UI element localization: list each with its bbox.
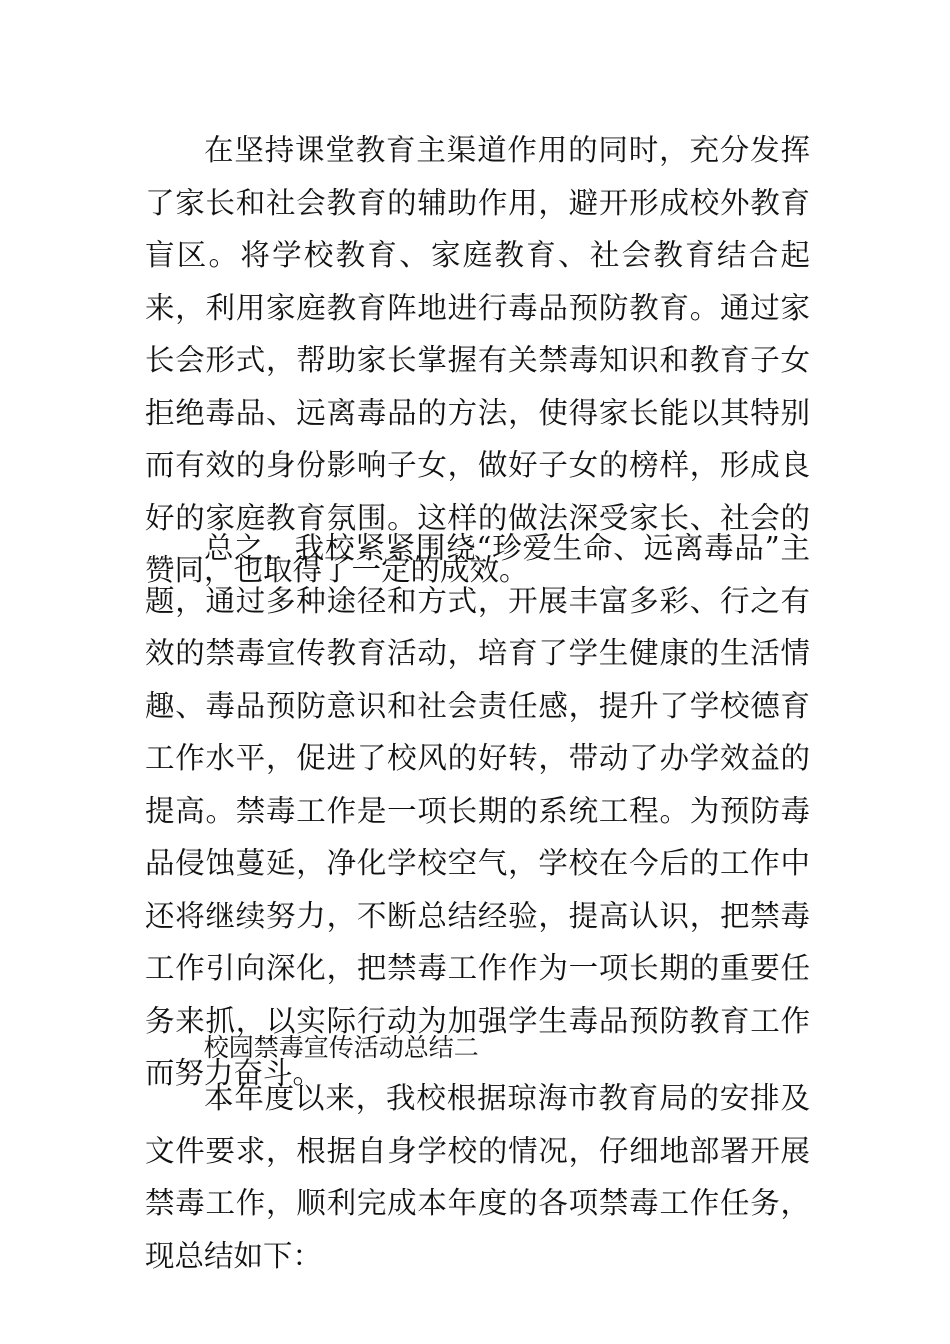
paragraph-text: 本年度以来，我校根据琼海市教育局的安排及文件要求，根据自身学校的情况，仔细地部署开展禁毒工作，顺利完成本年度的各项禁毒工作任务，现总结如下： — [145, 1081, 810, 1273]
paragraph-conclusion — [145, 522, 810, 1100]
paragraph-intro — [145, 1072, 810, 1282]
section-heading: 校园禁毒宣传活动总结二 — [203, 1033, 479, 1062]
paragraph-text: 在坚持课堂教育主渠道作用的同时，充分发挥了家长和社会教育的辅助作用，避开形成校外教育盲区。将学校教育、家庭教育、社会教育结合起来，利用家庭教育阵地进行毒品预防教育。通过家长会形式，帮助家长掌握有关禁毒知识和教育子女拒绝毒品、远离毒品的方法，使得家长能以其特别而有效的身份影响子女，做好子女的榜样，形成良好的家庭教育氛围。这样的做法深受家长、社会的赞同，也取得了一定的成效。 — [145, 133, 810, 587]
paragraph-text: 总之，我校紧紧围绕“珍爱生命、远离毒品”主题，通过多种途径和方式，开展丰富多彩、行之有效的禁毒宣传教育活动，培育了学生健康的生活情趣、毒品预防意识和社会责任感，提升了学校德育工作水平，促进了校风的好转，带动了办学效益的提高。禁毒工作是一项长期的系统工程。为预防毒品侵蚀蔓延，净化学校空气，学校在今后的工作中还将继续努力，不断总结经验，提高认识，把禁毒工作引向深化，把禁毒工作作为一项长期的重要任务来抓，以实际行动为加强学生毒品预防教育工作而努力奋斗。 — [145, 531, 810, 1090]
